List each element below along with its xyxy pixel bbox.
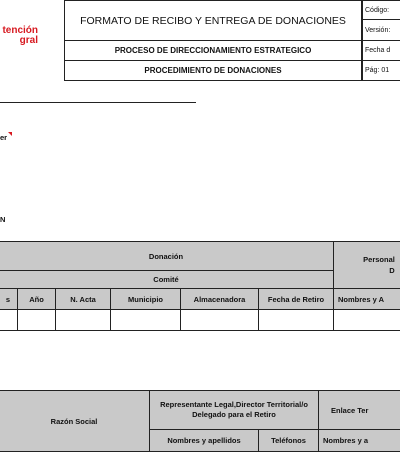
column-header-municipio: Municipio [110,288,181,310]
column-header-almacenadora: Almacenadora [180,288,259,310]
logo-line-2: gral [19,35,38,46]
document-title: FORMATO DE RECIBO Y ENTREGA DE DONACIONES [64,0,362,40]
table-cell [258,309,334,331]
column-header-fecha-retiro: Fecha de Retiro [258,288,334,310]
column-header-nombres: Nombres y A [333,288,400,310]
table-cell [180,309,259,331]
page-label: Pág: 01 [362,60,400,81]
field-label: er [0,133,8,142]
column-header-acta: N. Acta [55,288,111,310]
signature-line [0,102,196,103]
table-cell [17,309,56,331]
entity-logo [0,26,38,46]
table-cell [110,309,181,331]
code-label: Código: [362,0,400,20]
date-label: Fecha d [362,40,400,61]
representante-header: Representante Legal,Director Territorial/o Delegado para el Retiro [149,390,319,430]
personal-header [333,241,400,289]
table-cell [55,309,111,331]
personal-header-line1: Personal [363,255,395,264]
comment-marker [8,132,12,136]
table-cell [0,309,18,331]
logo-line-1: tención [2,25,38,36]
telefonos-header: Teléfonos [258,429,319,452]
enlace-header: Enlace Ter [318,390,400,430]
column-header-year: Año [17,288,56,310]
razon-social-header: Razón Social [0,390,150,452]
personal-header-line2: D [389,266,395,275]
donation-group-header: Donación [0,241,334,271]
enlace-nombres-header: Nombres y a [318,429,400,452]
section-letter: N [0,215,6,224]
column-header: s [0,288,18,310]
process-name: PROCESO DE DIRECCIONAMIENTO ESTRATEGICO [64,40,362,61]
procedure-name: PROCEDIMIENTO DE DONACIONES [64,60,362,81]
nombres-header: Nombres y apellidos [149,429,259,452]
table-cell [333,309,400,331]
version-label: Versión: [362,19,400,41]
committee-header: Comité [0,270,334,289]
